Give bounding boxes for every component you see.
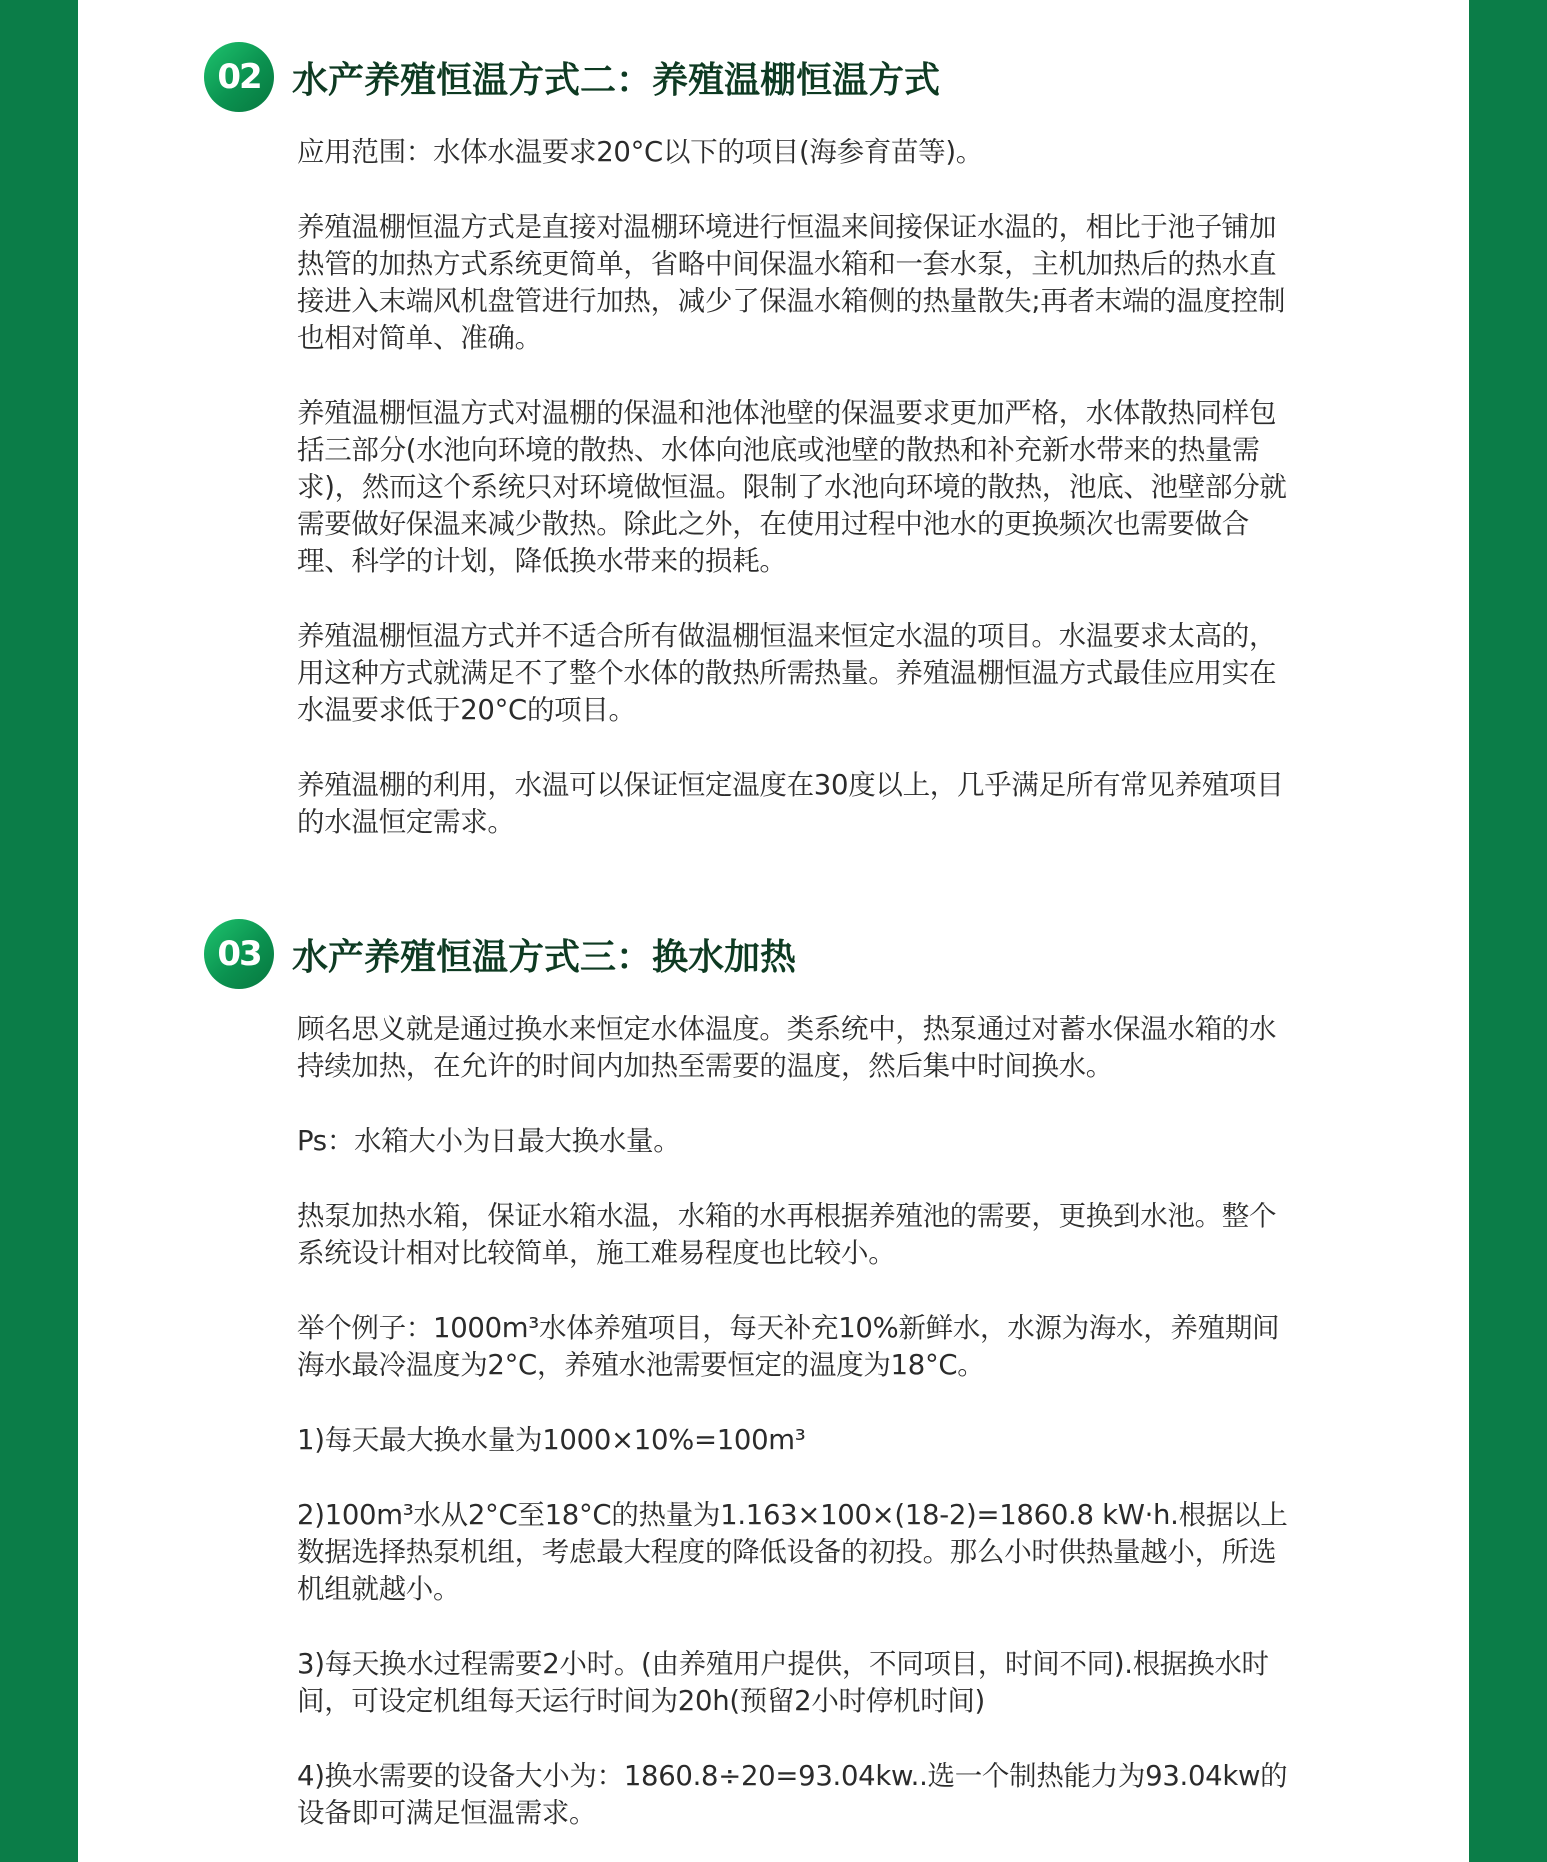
section-header xyxy=(204,40,1384,114)
paragraph: 养殖温棚恒温方式并不适合所有做温棚恒温来恒定水温的项目。水温要求太高的，用这种方式就满足不了整个水体的散热所需热量。养殖温棚恒温方式最佳应用实在水温要求低于20°C的项目。 xyxy=(297,620,1277,726)
calc-step-2: 2)100m³水从2°C至18°C的热量为1.163×100×(18-2)=1860.8 kW·h.根据以上数据选择热泵机组，考虑最大程度的降低设备的初投。那么小时供热量越小，所选机组就越小。 xyxy=(297,1499,1288,1605)
paragraph: 养殖温棚的利用，水温可以保证恒定温度在30度以上，几乎满足所有常见养殖项目的水温恒定需求。 xyxy=(297,769,1284,838)
paragraph: 顾名思义就是通过换水来恒定水体温度。类系统中，热泵通过对蓄水保温水箱的水持续加热，在允许的时间内加热至需要的温度，然后集中时间换水。 xyxy=(297,1013,1277,1082)
calc-step-4: 4)换水需要的设备大小为：1860.8÷20=93.04kw..选一个制热能力为93.04kw的设备即可满足恒温需求。 xyxy=(297,1760,1288,1829)
section-body xyxy=(297,134,1297,841)
paragraph: 养殖温棚恒温方式对温棚的保温和池体池壁的保温要求更加严格，水体散热同样包括三部分(水池向环境的散热、水体向池底或池壁的散热和补充新水带来的热量需求)，然而这个系统只对环境做恒温。限制了水池向环境的散热，池底、池壁部分就需要做好保温来减少散热。除此之外，在使用过程中池水的更换频次也需要做合理、科学的计划，降低换水带来的损耗。 xyxy=(297,397,1287,577)
section-heating-method-3 xyxy=(204,917,1384,1832)
paragraph: 养殖温棚恒温方式是直接对温棚环境进行恒温来间接保证水温的，相比于池子铺加热管的加热方式系统更简单，省略中间保温水箱和一套水泵，主机加热后的热水直接进入末端风机盘管进行加热，减少了保温水箱侧的热量散失;再者末端的温度控制也相对简单、准确。 xyxy=(297,211,1286,354)
paragraph-scope: 应用范围：水体水温要求20°C以下的项目(海参育苗等)。 xyxy=(297,136,984,168)
section-number-badge: 03 xyxy=(204,919,274,989)
calc-step-3: 3)每天换水过程需要2小时。(由养殖用户提供，不同项目，时间不同).根据换水时间，可设定机组每天运行时间为20h(预留2小时停机时间) xyxy=(297,1648,1269,1717)
paragraph-example: 举个例子：1000m³水体养殖项目，每天补充10%新鲜水，水源为海水，养殖期间海水最冷温度为2°C，养殖水池需要恒定的温度为18°C。 xyxy=(297,1312,1280,1381)
section-number-badge: 02 xyxy=(204,42,274,112)
section-body xyxy=(297,1011,1297,1832)
paragraph-note: Ps：水箱大小为日最大换水量。 xyxy=(297,1125,681,1157)
content-page xyxy=(78,0,1469,1862)
paragraph: 热泵加热水箱，保证水箱水温，水箱的水再根据养殖池的需要，更换到水池。整个系统设计相对比较简单，施工难易程度也比较小。 xyxy=(297,1200,1277,1269)
section-heating-method-2 xyxy=(204,40,1384,841)
calc-step-1: 1)每天最大换水量为1000×10%=100m³ xyxy=(297,1424,806,1456)
section-title: 水产养殖恒温方式三：换水加热 xyxy=(292,936,797,978)
section-header xyxy=(204,917,1384,991)
section-title: 水产养殖恒温方式二：养殖温棚恒温方式 xyxy=(292,59,941,101)
